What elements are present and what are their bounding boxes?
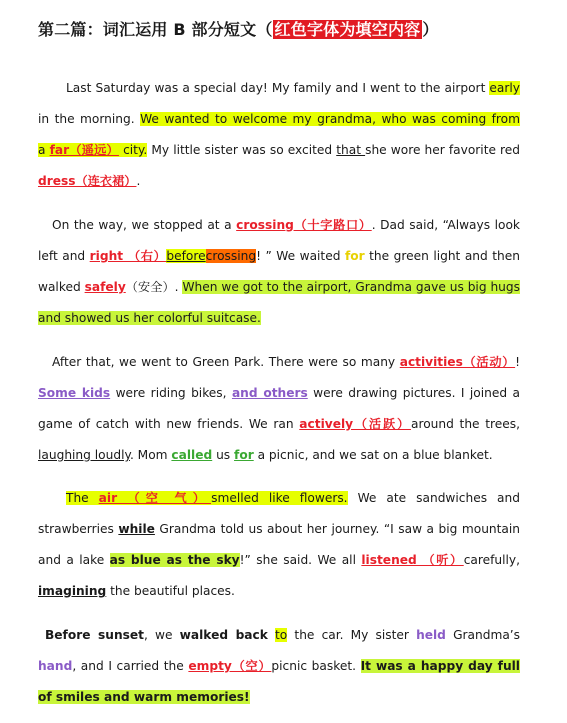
- p5-final-sentence: It was a happy day full of smiles and warm memories!: [38, 659, 520, 704]
- section-title: [38, 17, 439, 40]
- p5-to: to: [275, 628, 288, 642]
- p3-actively: actively（活跃）: [299, 417, 411, 431]
- p3-text-7: us: [212, 448, 235, 462]
- p2-before: before: [166, 249, 206, 263]
- p4-listened: listened （听）: [361, 553, 464, 567]
- p5-text-3: the car. My sister: [287, 628, 417, 642]
- p4-air: air （空 气）: [98, 491, 212, 505]
- p3-text-3: were riding bikes,: [110, 386, 232, 400]
- p5-text-6: picnic basket.: [271, 659, 361, 673]
- paragraph-5: [38, 620, 520, 713]
- p5-before-sunset: Before sunset: [45, 628, 144, 642]
- p3-and-others: and others: [231, 386, 308, 400]
- p1-dress: dress（连衣裙）: [38, 174, 137, 188]
- title-suffix: ）: [422, 20, 439, 39]
- p4-while: while: [118, 522, 155, 536]
- p1-text-5: .: [136, 174, 141, 188]
- p3-text-2: !: [515, 355, 520, 369]
- p5-text-4: Grandma’s: [445, 628, 521, 642]
- p1-welcome-sentence: We wanted to welcome my grandma, who was coming from a: [38, 112, 520, 157]
- p2-safely: safely: [84, 280, 126, 294]
- p2-airport-sentence: When we got to the airport, Grandma gave us big hugs and showed us her colorful suitcase.: [38, 280, 520, 325]
- p4-imagining: imagining: [38, 584, 107, 598]
- p4-text-5: the beautiful places.: [106, 584, 235, 598]
- p3-activities: activities（活动）: [399, 355, 516, 369]
- p1-text-4: she wore her favorite red: [365, 143, 521, 157]
- p3-text-1: After that, we went to Green Park. There were so many: [52, 355, 400, 369]
- p5-text-1: , we: [143, 628, 180, 642]
- p4-text-3: !” she said. We all: [239, 553, 362, 567]
- p3-laughing-loudly: laughing loudly: [38, 448, 130, 462]
- p3-called: called: [171, 448, 213, 462]
- p3-text-5: around the trees,: [410, 417, 520, 431]
- p5-text-2: [268, 628, 275, 642]
- p3-text-6: . Mom: [129, 448, 172, 462]
- title-highlight: 红色字体为填空内容: [274, 20, 421, 39]
- p1-text-2: in the morning.: [38, 112, 141, 126]
- p2-text-3: ! ” We waited: [256, 249, 345, 263]
- p2-text-5: .: [174, 280, 183, 294]
- p2-crossing-2: crossing: [205, 249, 257, 263]
- p2-for: for: [344, 249, 365, 263]
- paragraph-3: [38, 347, 520, 471]
- p1-early: early: [489, 81, 520, 95]
- paragraph-2: [38, 210, 520, 334]
- p4-the: The: [66, 491, 99, 505]
- p5-empty: empty（空）: [188, 659, 272, 673]
- title-prefix: 第二篇：词汇运用 B 部分短文（: [38, 20, 273, 39]
- p1-far: far（遥远）: [49, 143, 119, 157]
- p2-text-4: the green light and then walked: [38, 249, 520, 294]
- p5-held: held: [416, 628, 446, 642]
- paragraph-1: [38, 73, 520, 197]
- p3-text-8: a picnic, and we sat on a blue blanket.: [253, 448, 493, 462]
- p4-blue-sky: as blue as the sky: [109, 553, 240, 567]
- p1-city: city.: [123, 143, 148, 157]
- p4-text-4: carefully,: [463, 553, 521, 567]
- p4-text-1: We ate sandwiches and strawberries: [38, 491, 520, 536]
- p4-smelled: smelled like flowers.: [211, 491, 348, 505]
- paragraph-4: [38, 483, 520, 607]
- p3-some-kids: Some kids: [38, 386, 111, 400]
- p2-text-2: . Dad said, “Always look left and: [38, 218, 520, 263]
- p2-right: right （右）: [89, 249, 167, 263]
- p2-text-1: On the way, we stopped at a: [52, 218, 237, 232]
- p2-crossing: crossing（十字路口）: [236, 218, 372, 232]
- p2-safely-cn: （安全）: [125, 280, 175, 294]
- p5-text-5: , and I carried the: [72, 659, 189, 673]
- p3-for: for: [234, 448, 254, 462]
- p5-walked-back: walked back: [179, 628, 268, 642]
- p1-text-1: Last Saturday was a special day! My family and I went to the airport: [66, 81, 490, 95]
- p1-that: that: [336, 143, 366, 157]
- p4-text-2: Grandma told us about her journey. “I saw a big mountain and a lake: [38, 522, 520, 567]
- p5-hand: hand: [38, 659, 73, 673]
- p3-text-4: were drawing pictures. I joined a game of catch with new friends. We ran: [38, 386, 520, 431]
- p1-text-3: My little sister was so excited: [147, 143, 337, 157]
